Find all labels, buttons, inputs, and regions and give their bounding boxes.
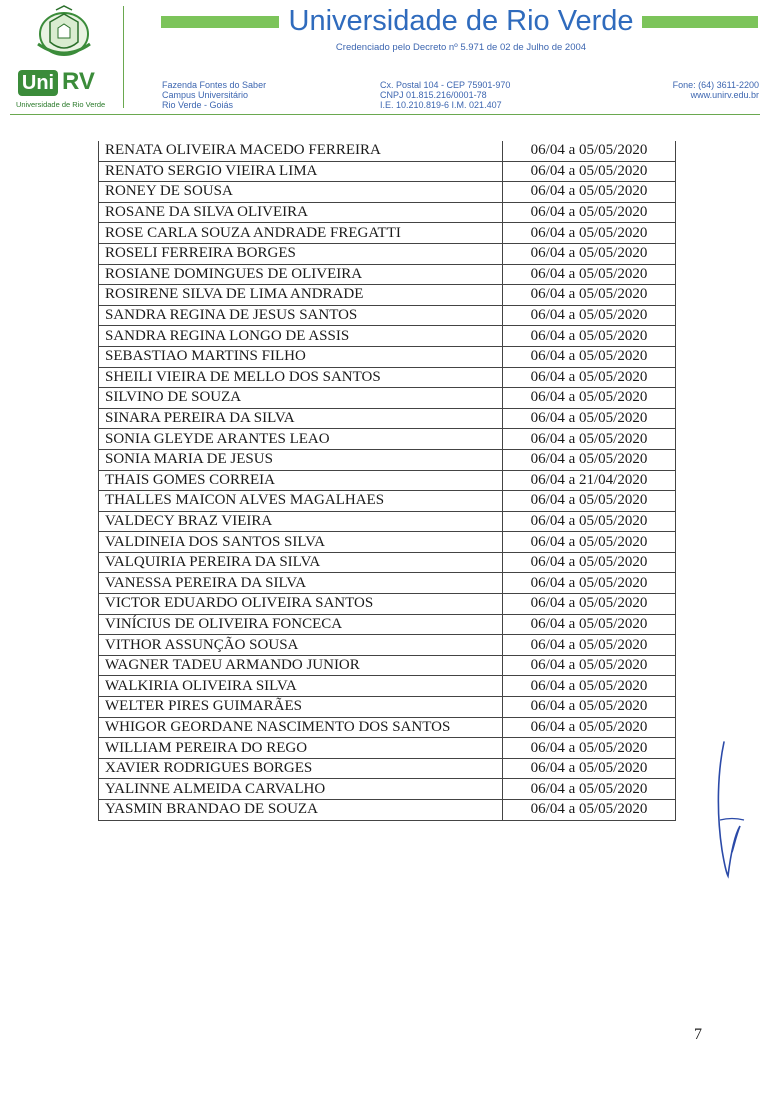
- header-divider-horizontal: [10, 114, 760, 115]
- table-row: [99, 635, 676, 656]
- employee-name: VANESSA PEREIRA DA SILVA: [99, 573, 503, 594]
- table-row: [99, 717, 676, 738]
- address-block: [162, 80, 266, 110]
- table-row: [99, 346, 676, 367]
- table-row: [99, 202, 676, 223]
- title-bar-left: [161, 16, 279, 28]
- table-row: [99, 573, 676, 594]
- leave-period: 06/04 a 05/05/2020: [503, 738, 676, 759]
- table-row: [99, 655, 676, 676]
- address-line: Rio Verde - Goiás: [162, 100, 234, 110]
- employee-name: ROSANE DA SILVA OLIVEIRA: [99, 202, 503, 223]
- handwritten-signature: [710, 740, 750, 880]
- leave-period: 06/04 a 05/05/2020: [503, 449, 676, 470]
- table-row: [99, 367, 676, 388]
- table-row: [99, 470, 676, 491]
- page-number: 7: [694, 1026, 702, 1043]
- employee-name: ROSE CARLA SOUZA ANDRADE FREGATTI: [99, 223, 503, 244]
- leave-period: 06/04 a 05/05/2020: [503, 614, 676, 635]
- table-row: [99, 738, 676, 759]
- logo-uni-text: Uni: [18, 70, 58, 96]
- leave-period: 06/04 a 05/05/2020: [503, 655, 676, 676]
- table-row: [99, 285, 676, 306]
- table-row: [99, 491, 676, 512]
- leave-period: 06/04 a 05/05/2020: [503, 532, 676, 553]
- employee-name: VALQUIRIA PEREIRA DA SILVA: [99, 552, 503, 573]
- logo-subtitle: Universidade de Rio Verde: [16, 100, 106, 109]
- website: www.unirv.edu.br: [690, 90, 759, 100]
- leave-period: 06/04 a 05/05/2020: [503, 594, 676, 615]
- leave-period: 06/04 a 05/05/2020: [503, 141, 676, 161]
- table-row: [99, 449, 676, 470]
- table-row: [99, 305, 676, 326]
- employee-name: SANDRA REGINA LONGO DE ASSIS: [99, 326, 503, 347]
- leave-period: 06/04 a 05/05/2020: [503, 223, 676, 244]
- employee-name: SEBASTIAO MARTINS FILHO: [99, 346, 503, 367]
- table-row: [99, 243, 676, 264]
- leave-period: 06/04 a 05/05/2020: [503, 758, 676, 779]
- table-row: [99, 141, 676, 161]
- logo-rv-text: RV: [62, 68, 95, 95]
- leave-period: 06/04 a 05/05/2020: [503, 182, 676, 203]
- leave-period: 06/04 a 21/04/2020: [503, 470, 676, 491]
- employee-name: YALINNE ALMEIDA CARVALHO: [99, 779, 503, 800]
- address-line: Campus Universitário: [162, 90, 249, 100]
- leave-period: 06/04 a 05/05/2020: [503, 779, 676, 800]
- employee-name: YASMIN BRANDAO DE SOUZA: [99, 800, 503, 821]
- employee-name: VITHOR ASSUNÇÃO SOUSA: [99, 635, 503, 656]
- table-row: [99, 264, 676, 285]
- leave-period: 06/04 a 05/05/2020: [503, 573, 676, 594]
- table-row: [99, 223, 676, 244]
- table-row: [99, 532, 676, 553]
- employee-name: WELTER PIRES GUIMARÃES: [99, 697, 503, 718]
- employee-name: WALKIRIA OLIVEIRA SILVA: [99, 676, 503, 697]
- contact-block: [673, 80, 759, 100]
- table-row: [99, 511, 676, 532]
- employee-name: VALDECY BRAZ VIEIRA: [99, 511, 503, 532]
- university-name: Universidade de Rio Verde: [288, 5, 634, 37]
- employee-name: VALDINEIA DOS SANTOS SILVA: [99, 532, 503, 553]
- leave-period: 06/04 a 05/05/2020: [503, 676, 676, 697]
- employee-name: VINÍCIUS DE OLIVEIRA FONCECA: [99, 614, 503, 635]
- employee-name: RENATA OLIVEIRA MACEDO FERREIRA: [99, 141, 503, 161]
- table-row: [99, 614, 676, 635]
- table-row: [99, 779, 676, 800]
- unirv-logo: [10, 66, 120, 114]
- leave-period: 06/04 a 05/05/2020: [503, 367, 676, 388]
- university-crest-icon: [28, 4, 100, 58]
- leave-period: 06/04 a 05/05/2020: [503, 326, 676, 347]
- table-row: [99, 758, 676, 779]
- employee-name: SONIA MARIA DE JESUS: [99, 449, 503, 470]
- employee-name: THAIS GOMES CORREIA: [99, 470, 503, 491]
- leave-period: 06/04 a 05/05/2020: [503, 429, 676, 450]
- employee-name: SANDRA REGINA DE JESUS SANTOS: [99, 305, 503, 326]
- leave-period: 06/04 a 05/05/2020: [503, 161, 676, 182]
- leave-period: 06/04 a 05/05/2020: [503, 697, 676, 718]
- table-body: [99, 141, 676, 820]
- leave-period: 06/04 a 05/05/2020: [503, 800, 676, 821]
- employee-name: ROSELI FERREIRA BORGES: [99, 243, 503, 264]
- registry-line: I.E. 10.210.819-6 I.M. 021.407: [380, 100, 502, 110]
- leave-period: 06/04 a 05/05/2020: [503, 285, 676, 306]
- table-row: [99, 182, 676, 203]
- leave-period: 06/04 a 05/05/2020: [503, 491, 676, 512]
- table-row: [99, 697, 676, 718]
- employee-name: SILVINO DE SOUZA: [99, 388, 503, 409]
- table-row: [99, 800, 676, 821]
- leave-period: 06/04 a 05/05/2020: [503, 717, 676, 738]
- header-divider-vertical: [123, 6, 124, 108]
- registry-line: CNPJ 01.815.216/0001-78: [380, 90, 487, 100]
- employee-name: XAVIER RODRIGUES BORGES: [99, 758, 503, 779]
- employee-name: WAGNER TADEU ARMANDO JUNIOR: [99, 655, 503, 676]
- table-row: [99, 326, 676, 347]
- leave-period: 06/04 a 05/05/2020: [503, 264, 676, 285]
- employee-name: WILLIAM PEREIRA DO REGO: [99, 738, 503, 759]
- table-row: [99, 408, 676, 429]
- leave-period: 06/04 a 05/05/2020: [503, 346, 676, 367]
- leave-period: 06/04 a 05/05/2020: [503, 202, 676, 223]
- employee-name: WHIGOR GEORDANE NASCIMENTO DOS SANTOS: [99, 717, 503, 738]
- address-line: Fazenda Fontes do Saber: [162, 80, 267, 90]
- table-row: [99, 676, 676, 697]
- employee-name: THALLES MAICON ALVES MAGALHAES: [99, 491, 503, 512]
- employee-name: SINARA PEREIRA DA SILVA: [99, 408, 503, 429]
- leave-period: 06/04 a 05/05/2020: [503, 388, 676, 409]
- registry-block: [380, 80, 510, 110]
- employee-name: SONIA GLEYDE ARANTES LEAO: [99, 429, 503, 450]
- table-row: [99, 388, 676, 409]
- leave-period: 06/04 a 05/05/2020: [503, 305, 676, 326]
- registry-line: Cx. Postal 104 - CEP 75901-970: [380, 80, 511, 90]
- leave-period: 06/04 a 05/05/2020: [503, 511, 676, 532]
- employee-name: SHEILI VIEIRA DE MELLO DOS SANTOS: [99, 367, 503, 388]
- employee-period-table: [98, 141, 676, 821]
- title-bar-right: [642, 16, 758, 28]
- leave-period: 06/04 a 05/05/2020: [503, 408, 676, 429]
- accreditation-decree: Credenciado pelo Decreto nº 5.971 de 02 de Julho de 2004: [335, 42, 587, 53]
- employee-name: ROSIANE DOMINGUES DE OLIVEIRA: [99, 264, 503, 285]
- letterhead: [0, 0, 765, 120]
- table-row: [99, 552, 676, 573]
- table-row: [99, 594, 676, 615]
- leave-period: 06/04 a 05/05/2020: [503, 243, 676, 264]
- employee-name: RENATO SERGIO VIEIRA LIMA: [99, 161, 503, 182]
- leave-period: 06/04 a 05/05/2020: [503, 635, 676, 656]
- employee-name: VICTOR EDUARDO OLIVEIRA SANTOS: [99, 594, 503, 615]
- table-row: [99, 429, 676, 450]
- employee-name: ROSIRENE SILVA DE LIMA ANDRADE: [99, 285, 503, 306]
- employee-name: RONEY DE SOUSA: [99, 182, 503, 203]
- phone: Fone: (64) 3611-2200: [672, 80, 759, 90]
- table-row: [99, 161, 676, 182]
- leave-period: 06/04 a 05/05/2020: [503, 552, 676, 573]
